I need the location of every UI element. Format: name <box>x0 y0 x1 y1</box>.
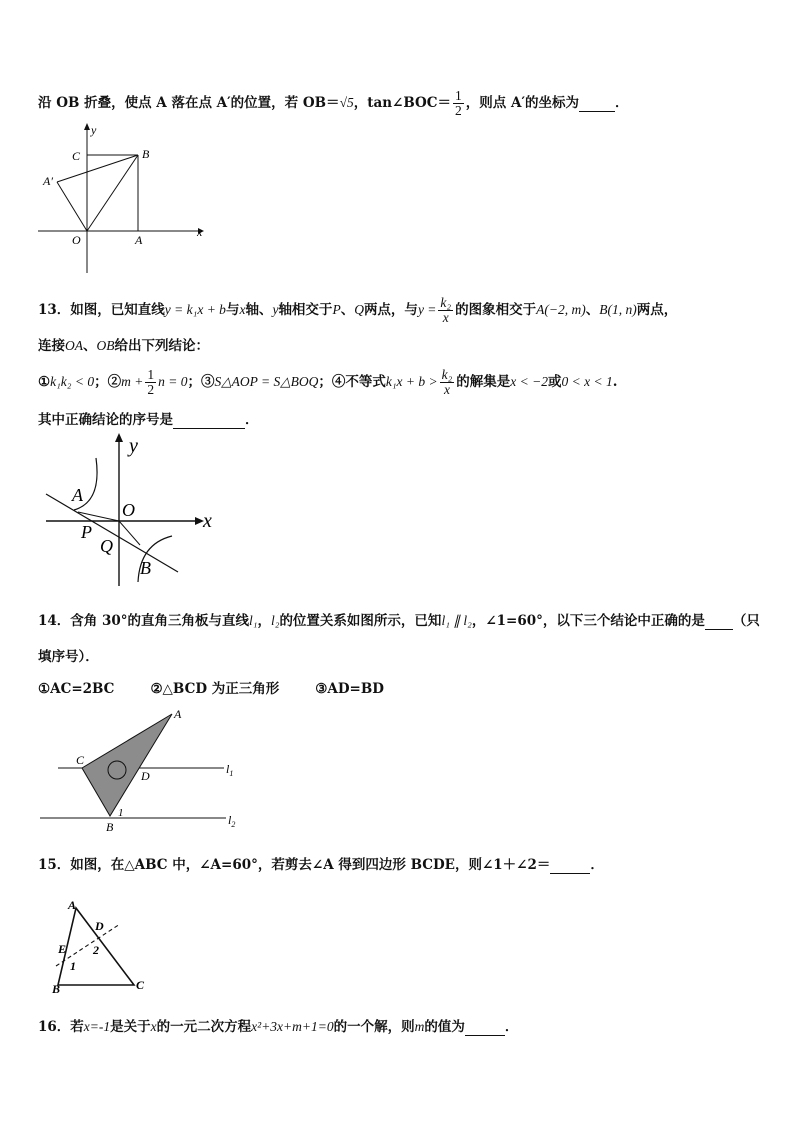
q13-Q: Q <box>354 302 364 317</box>
q13-line2 <box>38 334 209 354</box>
q13-t2b: 给出下列结论： <box>114 338 209 354</box>
q13-fraction <box>438 296 453 325</box>
q14-t1b: 的位置关系如图所示，已知 <box>279 613 442 629</box>
q14-opt1: ①AC=2BC <box>38 681 115 697</box>
q13-semi2: ； <box>187 374 201 390</box>
q13-c1-math: k₁k₂ < 0 <box>50 374 95 389</box>
q14-label-A: A <box>174 707 182 721</box>
q16-text-d: 的一个解，则 <box>333 1019 415 1035</box>
q14-line2 <box>38 645 99 665</box>
q14-answer-blank[interactable] <box>705 613 733 630</box>
q13-t1b: 与 <box>225 302 240 318</box>
q12-label-C: C <box>72 149 81 163</box>
q13-c2-math-a: m + <box>121 374 144 389</box>
q13-answer-blank[interactable] <box>173 412 245 429</box>
q13-k2: k₂ <box>440 295 452 310</box>
q13-c4-math: k₁x + b > <box>385 374 438 389</box>
q12-line <box>38 89 629 118</box>
q13-OA: OA <box>65 338 83 353</box>
q12-label-O: O <box>72 233 81 247</box>
q13-OB: OB <box>96 338 115 353</box>
q15-answer-blank[interactable] <box>550 857 590 874</box>
q14-label-C: C <box>76 753 85 767</box>
q12-label-y: y <box>91 123 97 137</box>
q13-label-A: A <box>72 485 83 505</box>
q16-line <box>38 1015 518 1036</box>
q15-label-B: B <box>52 982 61 996</box>
q13-c4-k2: k₂ <box>441 367 453 382</box>
q13-semi1: ； <box>94 374 108 390</box>
q16-m: m <box>414 1019 425 1034</box>
q13-eq2: y = <box>417 302 437 317</box>
q16-end: ． <box>504 1019 519 1035</box>
q13-c1: ① <box>38 374 51 390</box>
q13-period: . <box>612 374 618 390</box>
q12-fraction <box>453 89 464 118</box>
q13-c3: ③ <box>200 374 215 390</box>
q13-c2-num: 1 <box>147 367 155 382</box>
q12-frac-num: 1 <box>455 88 462 103</box>
q14-line1 <box>38 609 760 630</box>
q12-figure <box>30 120 210 275</box>
q13-eq1: y = k₁x + b <box>164 302 226 317</box>
q13-t1e: 两点，与 <box>363 302 418 318</box>
q12-label-B: B <box>142 147 150 161</box>
q16-eqn: x²+3x+m+1=0 <box>251 1019 334 1034</box>
q15-end: ． <box>590 857 604 873</box>
q13-c2-den: 2 <box>147 382 155 397</box>
q13-t1d: 轴相交于 <box>278 302 333 318</box>
q13-c4-xden: x <box>443 382 450 397</box>
q15-figure <box>48 896 158 996</box>
q13-sep3: 、 <box>83 338 97 354</box>
q14-label-D: D <box>141 769 150 783</box>
q14-figure <box>38 704 248 834</box>
q14-t1d: （只 <box>732 613 760 629</box>
q12-label-x: x <box>197 225 203 239</box>
q13-y-arrow <box>115 433 123 442</box>
q13-sep1: 、 <box>340 302 355 318</box>
q12-label-Aprime: A′ <box>43 174 53 188</box>
q13-t1g: 两点， <box>636 302 678 318</box>
q15-label-1: 1 <box>70 959 76 973</box>
q14-label-l2 <box>228 813 235 829</box>
q13-c4-fraction <box>440 368 455 397</box>
q14-t1c: ，∠1=60°，以下三个结论中正确的是 <box>471 613 705 629</box>
q12-text-c: ，则点 A′的坐标为 <box>465 95 579 111</box>
q14-opt3: ③AD=BD <box>315 681 384 697</box>
q13-semi3: ； <box>318 374 332 390</box>
q16-x: x <box>150 1019 157 1034</box>
q13-c4-sol-b: 0 < x < 1 <box>561 374 613 389</box>
q13-c4-b: 的解集是 <box>456 374 511 390</box>
q12-sqrt5: √5 <box>339 95 354 110</box>
q16-text-b: 是关于 <box>110 1019 151 1035</box>
q13-sep2: 、 <box>585 302 600 318</box>
q16-text-c: 的一元二次方程 <box>156 1019 252 1035</box>
q12-text-a: 沿 OB 折叠，使点 A 落在点 A′的位置，若 OB＝ <box>38 95 340 111</box>
q13-t2a: 连接 <box>38 338 65 354</box>
q14-comma: ， <box>257 613 271 629</box>
q13-x: x <box>239 302 246 317</box>
q13-line-AB <box>46 494 178 572</box>
q14-triangle <box>82 714 172 816</box>
q13-line4 <box>38 408 259 429</box>
q13-P: P <box>332 302 341 317</box>
q13-t1c: 轴、 <box>245 302 273 318</box>
q13-t1f: 的图象相交于 <box>455 302 537 318</box>
q12-seg-OB <box>87 155 138 231</box>
q12-seg-OAprime <box>57 182 87 231</box>
q16-x-eq: x=-1 <box>83 1019 111 1034</box>
q13-label-x: x <box>203 510 212 532</box>
q14-opt2: ②△BCD 为正三角形 <box>150 681 280 697</box>
q14-label-1: 1 <box>118 807 124 819</box>
q13-seg-OB <box>119 521 140 545</box>
q12-frac-den: 2 <box>455 103 462 118</box>
q13-label-y: y <box>129 435 138 457</box>
q12-label-A: A <box>135 233 143 247</box>
q14-l2: l₂ <box>270 613 280 628</box>
q16-text-e: 的值为 <box>424 1019 465 1035</box>
q13-Bpt: B(1, n) <box>599 302 637 317</box>
q16-text-a: 16．若 <box>38 1019 84 1035</box>
q13-c2: ② <box>107 374 122 390</box>
q13-label-O: O <box>122 500 135 520</box>
q14-label-l2-base: l <box>228 813 232 827</box>
q12-text-b: ，tan∠BOC＝ <box>353 95 452 111</box>
q13-xden: x <box>442 310 449 325</box>
q13-c4-or: 或 <box>548 374 562 390</box>
q15-label-E: E <box>58 942 67 956</box>
q13-label-Q: Q <box>100 536 113 556</box>
q13-Apt: A(−2, m) <box>536 302 586 317</box>
q13-t4: 其中正确结论的序号是 <box>38 412 173 428</box>
q15-label-A: A <box>68 898 77 912</box>
q14-t1a: 14．含角 30°的直角三角板与直线 <box>38 613 250 629</box>
q14-label-l1-base: l <box>226 762 230 776</box>
q15-label-D: D <box>95 919 104 933</box>
q15-text: 15．如图，在△ABC 中，∠A=60°，若剪去∠A 得到四边形 BCDE，则∠1＋∠2＝ <box>38 857 551 873</box>
q13-line3 <box>38 368 617 397</box>
q15-label-C: C <box>136 978 145 992</box>
q12-seg-AprimeB <box>57 155 138 182</box>
q13-c3-math: S△AOP = S△BOQ <box>214 374 319 389</box>
q13-line1 <box>38 296 677 325</box>
q13-c2-fraction <box>145 368 156 397</box>
q14-label-l1 <box>226 762 233 778</box>
q14-label-l1-sub: 1 <box>229 769 234 778</box>
q12-y-arrow <box>84 123 90 130</box>
q13-c2-math-b: n = 0 <box>158 374 188 389</box>
q13-label-B: B <box>140 558 151 578</box>
q13-c4-sol-a: x < −2 <box>510 374 549 389</box>
q15-line <box>38 853 604 874</box>
q12-answer-blank[interactable] <box>579 95 615 112</box>
q16-answer-blank[interactable] <box>465 1019 505 1036</box>
q14-options <box>38 677 384 697</box>
q13-t4-end: ． <box>245 412 259 428</box>
q14-label-B: B <box>106 820 114 834</box>
q13-t1a: 13．如图，已知直线 <box>38 302 165 318</box>
q14-l1l2: l₁ ∥ l₂ <box>441 613 472 628</box>
q14-l1: l₁ <box>249 613 258 628</box>
q13-c4: ④不等式 <box>331 374 386 390</box>
q14-t2: 填序号）． <box>38 649 99 665</box>
q14-label-l2-sub: 2 <box>231 820 236 829</box>
q12-end: ． <box>615 95 629 111</box>
q13-y: y <box>272 302 279 317</box>
q13-figure <box>40 432 230 590</box>
q13-label-P: P <box>81 522 92 542</box>
q15-label-2: 2 <box>93 943 99 957</box>
